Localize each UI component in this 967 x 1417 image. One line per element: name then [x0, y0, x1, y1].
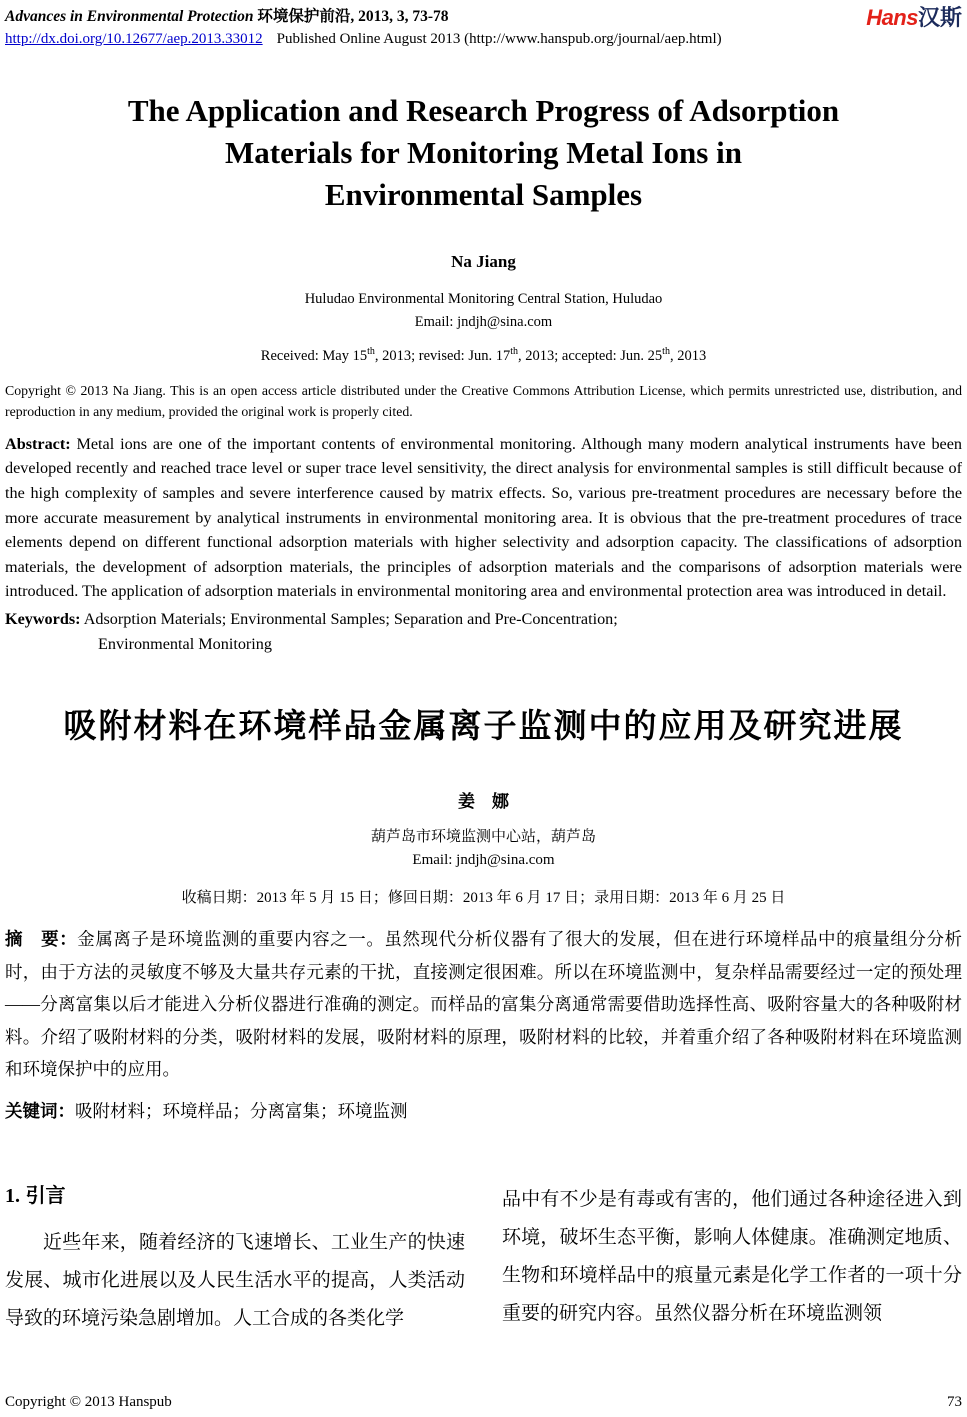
- journal-title-line: [5, 6, 722, 27]
- title-line-1: The Application and Research Progress of Adsorption: [127, 93, 840, 128]
- journal-name-cn: 环境保护前沿, 2013, 3, 73-78: [257, 8, 449, 25]
- section-1-heading: [5, 1167, 465, 1208]
- ordinal-suffix: th: [367, 346, 375, 357]
- keywords-line-1: Adsorption Materials; Environmental Samples; Separation and Pre-Concentration;: [83, 609, 618, 628]
- abstract-english: [5, 432, 962, 604]
- author-name-chinese: 姜 娜: [458, 792, 509, 812]
- hans-publisher-logo: [866, 6, 962, 30]
- accepted-part: , 2013; accepted: Jun. 25: [518, 347, 663, 364]
- affiliation-text-cn: 葫芦岛市环境监测中心站，葫芦岛: [370, 829, 596, 846]
- body-paragraph-right: 品中有不少是有毒或有害的，他们通过各种途径进入到环境，破坏生态平衡，影响人体健康。准确测定地质、生物和环境样品中的痕量元素是化学工作者的一项十分重要的研究内容。虽然仪器分析在环境监测领: [502, 1188, 962, 1324]
- abstract-label-cn: 摘 要：: [5, 929, 78, 950]
- keywords-line-2: Environmental Monitoring: [98, 634, 272, 653]
- column-gap: [465, 1167, 502, 1338]
- journal-name: Advances in Environmental Protection: [5, 8, 254, 25]
- revised-part: , 2013; revised: Jun. 17: [374, 347, 511, 364]
- keywords-text-cn: 吸附材料；环境样品；分离富集；环境监测: [75, 1100, 408, 1121]
- article-title-chinese: 吸附材料在环境样品金属离子监测中的应用及研究进展: [63, 707, 904, 745]
- copyright-license-notice: Copyright © 2013 Na Jiang. This is an open access article distributed under the Creative Commons Attribution License, which permits unrestricted use, distribution, and reproduction in any medium, provided the original work is properly cited.: [5, 382, 962, 419]
- affiliation-english: [5, 288, 962, 334]
- body-paragraph-left: 近些年来，随着经济的飞速增长、工业生产的快速发展、城市化进展以及人民生活水平的提高，人类活动导致的环境污染急剧增加。人工合成的各类化学: [5, 1231, 465, 1329]
- right-column: [502, 1167, 962, 1338]
- hans-logo-text: Hans: [866, 5, 918, 30]
- journal-header: [5, 6, 962, 50]
- affiliation-chinese: [5, 826, 962, 872]
- year-part: , 2013: [669, 347, 707, 364]
- ordinal-suffix: th: [662, 346, 670, 357]
- ordinal-suffix: th: [510, 346, 518, 357]
- dates-chinese: 收稿日期：2013 年 5 月 15 日；修回日期：2013 年 6 月 17 日；录用日期：2013 年 6 月 25 日: [181, 890, 786, 907]
- author-email-cn: Email: jndjh@sina.com: [412, 852, 555, 869]
- title-line-2: Materials for Monitoring Metal Ions in: [225, 135, 742, 170]
- doi-link[interactable]: http://dx.doi.org/10.12677/aep.2013.33012: [5, 31, 263, 47]
- page-number: 73: [947, 1394, 962, 1410]
- author-name-english: Na Jiang: [451, 252, 516, 271]
- footer-copyright: Copyright © 2013 Hanspub: [5, 1394, 172, 1410]
- author-email: Email: jndjh@sina.com: [414, 314, 553, 330]
- body-columns: [5, 1167, 962, 1338]
- section-title-text: 引言: [25, 1184, 66, 1207]
- page-footer: [5, 1394, 962, 1411]
- abstract-label: Abstract:: [5, 434, 71, 453]
- received-part: Received: May 15: [260, 347, 368, 364]
- keywords-english: [5, 607, 962, 656]
- abstract-text-cn: 金属离子是环境监测的重要内容之一。虽然现代分析仪器有了很大的发展，但在进行环境样品中的痕量组分分析时，由于方法的灵敏度不够及大量共存元素的干扰，直接测定很困难。所以在环境监测中，复杂样品需要经过一定的预处理——分离富集以后才能进入分析仪器进行准确的测定。而样品的富集分离通常需要借助选择性高、吸附容量大的各种吸附材料。介绍了吸附材料的分类，吸附材料的发展，吸附材料的原理，吸附材料的比较，并着重介绍了各种吸附材料在环境监测和环境保护中的应用。: [5, 929, 963, 1080]
- journal-info: [5, 6, 722, 50]
- published-online-text: Published Online August 2013 (http://www.hanspub.org/journal/aep.html): [276, 31, 722, 47]
- section-number: 1.: [5, 1184, 20, 1207]
- received-dates: [5, 346, 962, 365]
- doi-line: [5, 29, 722, 50]
- keywords-label-cn: 关键词：: [5, 1100, 75, 1121]
- affiliation-text: Huludao Environmental Monitoring Central Station, Huludao: [304, 291, 663, 307]
- abstract-chinese: [5, 923, 962, 1086]
- keywords-chinese: [5, 1098, 962, 1123]
- hans-logo-cn: 汉斯: [917, 5, 962, 30]
- article-title-english: [5, 90, 962, 216]
- abstract-text: Metal ions are one of the important contents of environmental monitoring. Although many modern analytical instruments have been developed recently and reached trace level or super trace level sensitivity, the direct analysis for environmental samples is still difficult because of the high complexity of samples and severe interference caused by matrix effects. So, various pre-treatment procedures are necessary before the more accurate measurement by analytical instruments in environmental monitoring area. It is obvious that the pre-treatment procedures of trace elements depend on different functional adsorption materials with higher selectivity and adsorption capacity. The classifications of adsorption materials, the development of adsorption materials, the principles of adsorption materials and the comparisons of adsorption materials were introduced. The application of adsorption materials in environmental monitoring area and environmental protection area was introduced in detail.: [5, 434, 963, 601]
- keywords-label: Keywords:: [5, 609, 81, 628]
- title-line-3: Environmental Samples: [324, 177, 643, 212]
- left-column: [5, 1167, 465, 1338]
